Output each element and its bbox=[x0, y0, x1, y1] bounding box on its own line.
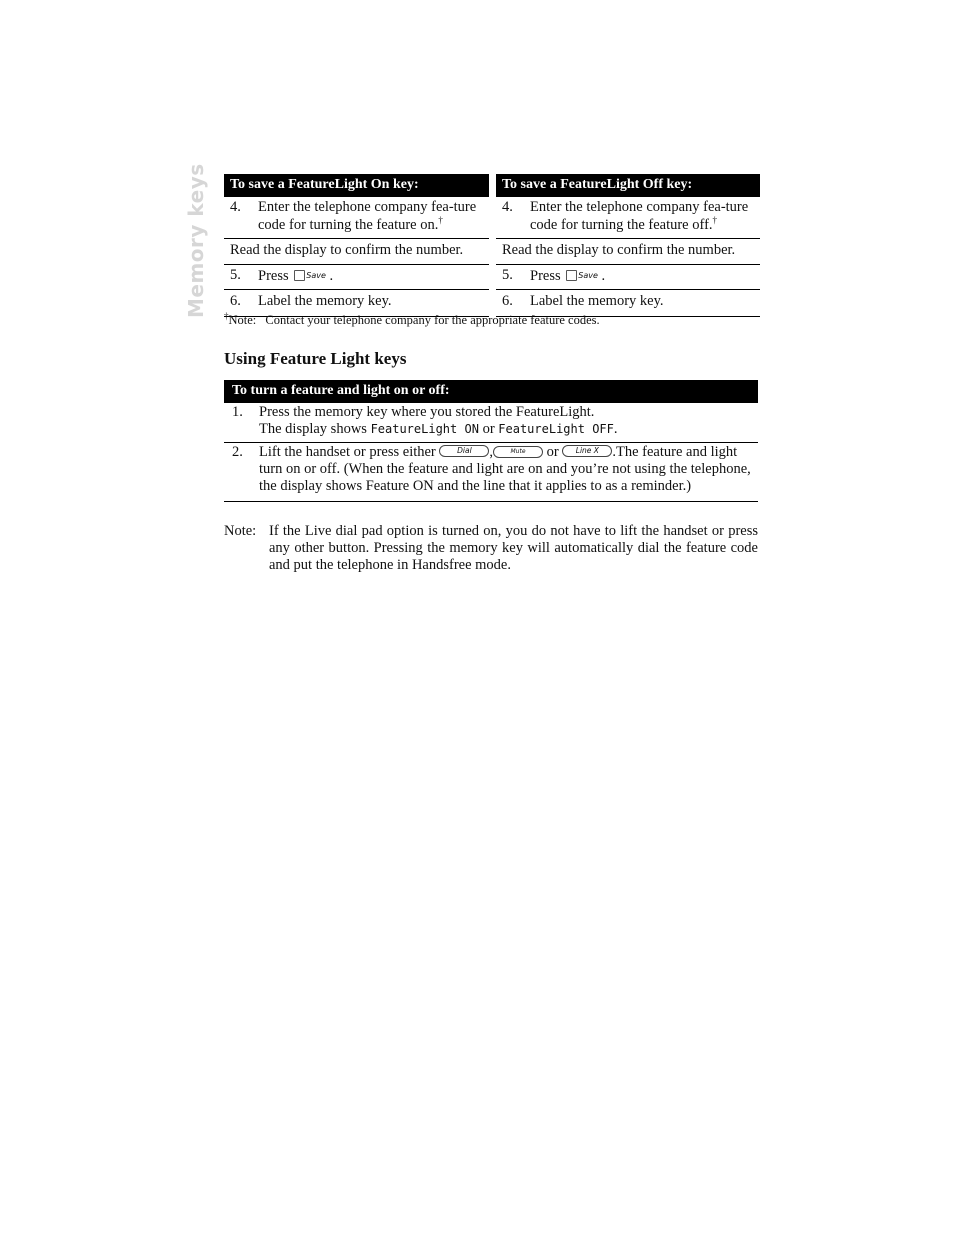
display-off-text: FeatureLight OFF bbox=[498, 422, 614, 436]
save-key-label: Save bbox=[306, 270, 326, 280]
step-2-intro: Lift the handset or press either bbox=[259, 444, 436, 460]
save-key-label: Save bbox=[578, 270, 598, 280]
press-word: Press bbox=[530, 267, 561, 284]
step-text: Label the memory key. bbox=[258, 293, 392, 309]
footnote-label: Note: bbox=[228, 313, 257, 327]
note-text: If the Live dial pad option is turned on, you do not have to lift the handset or press any other button. Pressing the memory key will automatically dial the feature code and put the telephone in Handsfree mode. bbox=[269, 523, 758, 573]
step-text bbox=[530, 267, 760, 286]
save-off-step-5 bbox=[496, 265, 760, 291]
save-off-header: To save a FeatureLight Off key: bbox=[496, 174, 760, 197]
step-text bbox=[530, 199, 760, 234]
save-off-step-4 bbox=[496, 197, 760, 239]
step-number: 4. bbox=[230, 199, 241, 215]
display-on-text: FeatureLight ON bbox=[370, 422, 479, 436]
turn-feature-header: To turn a feature and light on or off: bbox=[224, 380, 758, 403]
save-off-table bbox=[496, 174, 760, 317]
section-title: Using Feature Light keys bbox=[224, 349, 407, 368]
period: . bbox=[613, 421, 618, 437]
step-number: 6. bbox=[230, 293, 241, 309]
step-4-text: Enter the telephone company fea-ture code for turning the feature on. bbox=[258, 199, 477, 233]
step-number: 6. bbox=[502, 293, 513, 309]
save-on-header: To save a FeatureLight On key: bbox=[224, 174, 489, 197]
step-text bbox=[258, 199, 489, 234]
step-2-description: .The feature and light turn on or off. (When the feature and light are on and you’re not using the telephone, the display shows Feature ON and the line that it applies to as a reminder.) bbox=[259, 444, 751, 494]
step-number: 4. bbox=[502, 199, 513, 215]
step-1-line-1: Press the memory key where you stored the FeatureLight. bbox=[259, 404, 595, 420]
save-key-icon bbox=[566, 270, 577, 281]
press-word: Press bbox=[258, 267, 289, 284]
footnote-text: Contact your telephone company for the appropriate feature codes. bbox=[265, 313, 600, 327]
comma: , bbox=[489, 444, 494, 460]
step-text bbox=[259, 444, 758, 495]
dial-key-icon: Dial bbox=[439, 445, 489, 457]
turn-step-1 bbox=[224, 403, 758, 443]
save-on-table bbox=[224, 174, 489, 317]
step-number: 5. bbox=[230, 266, 241, 283]
line-x-key-icon: Line X bbox=[562, 445, 612, 457]
step-number: 2. bbox=[232, 444, 243, 460]
or-word: or bbox=[482, 421, 495, 437]
step-number: 5. bbox=[502, 266, 513, 283]
save-on-step-5 bbox=[224, 265, 489, 291]
footnote-mark: † bbox=[224, 310, 229, 321]
footnote-mark: † bbox=[712, 214, 718, 225]
bottom-note bbox=[224, 523, 758, 574]
save-key-icon bbox=[294, 270, 305, 281]
or-word: or bbox=[546, 444, 559, 460]
step-text bbox=[259, 404, 758, 438]
period: . bbox=[329, 267, 334, 284]
step-number: 1. bbox=[232, 404, 243, 420]
footnote bbox=[224, 310, 600, 328]
save-on-step-4 bbox=[224, 197, 489, 239]
step-1-line-2: The display shows bbox=[259, 421, 367, 437]
side-tab-label: Memory keys bbox=[184, 163, 208, 318]
mute-key-icon: Mute bbox=[493, 446, 543, 458]
step-4-text: Enter the telephone company fea-ture code for turning the feature off. bbox=[530, 199, 749, 233]
period: . bbox=[601, 267, 606, 284]
save-off-read-display: Read the display to confirm the number. bbox=[496, 239, 760, 265]
step-text: Label the memory key. bbox=[530, 293, 664, 309]
footnote-mark: † bbox=[438, 214, 443, 225]
save-on-read-display: Read the display to confirm the number. bbox=[224, 239, 489, 265]
turn-step-2 bbox=[224, 443, 758, 502]
note-label: Note: bbox=[224, 523, 257, 539]
turn-feature-table bbox=[224, 380, 758, 502]
step-text bbox=[258, 267, 489, 286]
